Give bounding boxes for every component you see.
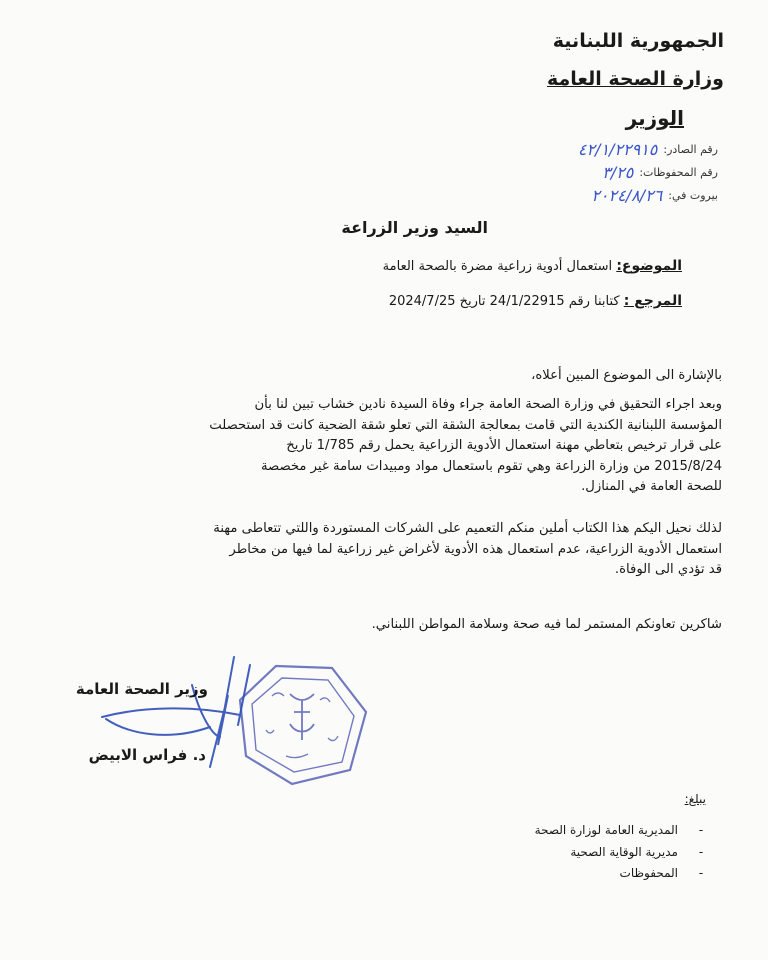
reference-line xyxy=(389,293,682,309)
body-paragraph-4: شاكرين تعاونكم المستمر لما فيه صحة وسلامة المواطن اللبناني. xyxy=(371,617,722,632)
body-paragraph-3 xyxy=(44,519,722,581)
date-label: بيروت في: xyxy=(668,189,718,202)
issued-number-label: رقم الصادر: xyxy=(663,143,718,156)
letterhead-office: الوزير xyxy=(625,106,684,130)
body-paragraph-2-line: للصحة العامة في المنازل. xyxy=(581,479,722,494)
distribution-item-text: المديرية العامة لوزارة الصحة xyxy=(534,823,678,837)
body-paragraph-1: بالإشارة الى الموضوع المبين أعلاه، xyxy=(531,368,722,383)
issued-number-value: ٤٢/١/٢٢٩١٥ xyxy=(577,140,658,159)
bullet-dash: - xyxy=(698,823,704,837)
subject-label: الموضوع: xyxy=(616,258,682,274)
bullet-dash: - xyxy=(698,845,704,859)
distribution-label: يبلغ: xyxy=(684,792,706,806)
bullet-dash: - xyxy=(698,866,704,880)
issued-number-row xyxy=(578,140,718,159)
addressee: السيد وزير الزراعة xyxy=(341,218,488,237)
archive-number-row xyxy=(602,163,718,182)
body-paragraph-2 xyxy=(44,395,722,498)
date-row xyxy=(591,186,718,205)
distribution-item-text: المحفوظات xyxy=(619,866,678,880)
body-paragraph-2-line: 2015/8/24 من وزارة الزراعة وهي تقوم باستعمال مواد ومبيدات سامة غير مخصصة xyxy=(260,458,722,474)
distribution-item xyxy=(620,866,708,880)
body-paragraph-2-line: وبعد اجراء التحقيق في وزارة الصحة العامة جراء وفاة السيدة نادين خشاب تبين لنا بأن xyxy=(254,397,722,412)
distribution-item xyxy=(535,823,708,837)
archive-number-label: رقم المحفوظات: xyxy=(639,166,718,179)
date-value: ٢٠٢٤/٨/٢٦ xyxy=(591,186,663,205)
letterhead-ministry: وزارة الصحة العامة xyxy=(546,68,724,90)
distribution-item xyxy=(570,845,708,859)
body-paragraph-3-line: لذلك نحيل اليكم هذا الكتاب أملين منكم التعميم على الشركات المستوردة واللتي تتعاطى مهنة xyxy=(213,521,722,536)
reference-label: المرجع : xyxy=(623,293,682,309)
subject-line xyxy=(383,258,682,274)
body-paragraph-2-line: المؤسسة اللبنانية الكندية التي قامت بمعالجة الشقة التي تعلو شقة الضحية كانت قد استحصلت xyxy=(209,417,722,433)
subject-text: استعمال أدوية زراعية مضرة بالصحة العامة xyxy=(382,259,613,274)
body-paragraph-3-line: استعمال الأدوية الزراعية، عدم استعمال هذه الأدوية لأغراض غير زراعية لما فيها من مخاطر xyxy=(229,541,722,557)
reference-text: كتابنا رقم 24/1/22915 تاريخ 2024/7/25 xyxy=(388,294,620,309)
signer-title: وزير الصحة العامة xyxy=(75,680,208,698)
body-paragraph-2-line: على قرار ترخيص بتعاطي مهنة استعمال الأدوية الزراعية يحمل رقم 1/785 تاريخ xyxy=(286,438,722,453)
archive-number-value: ٣/٢٥ xyxy=(602,163,634,182)
signer-name: د. فراس الابيض xyxy=(88,746,206,764)
distribution-item-text: مديرية الوقاية الصحية xyxy=(570,845,678,859)
letterhead-republic: الجمهورية اللبنانية xyxy=(552,30,724,52)
body-paragraph-3-line: قد تؤدي الى الوفاة. xyxy=(614,562,722,577)
